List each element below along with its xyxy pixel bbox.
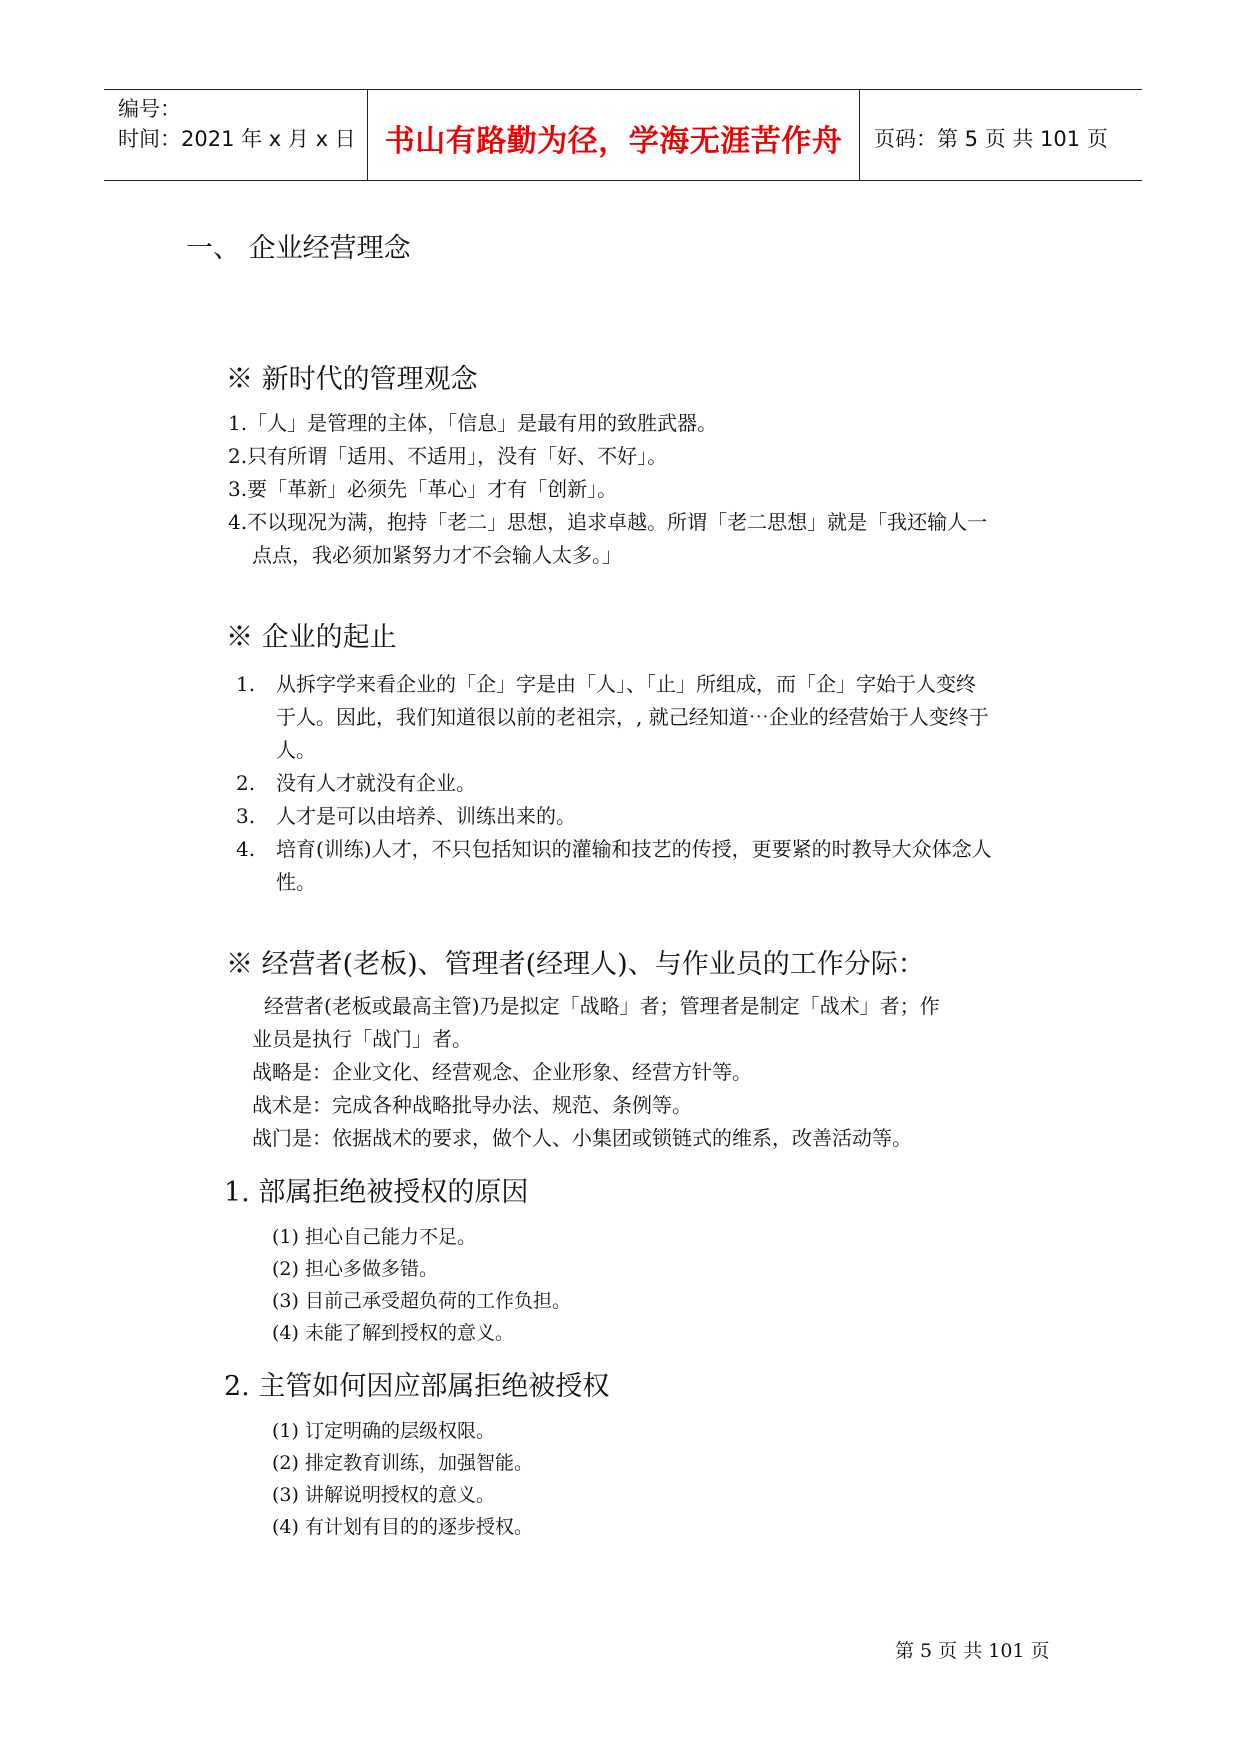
list-item: (1) 担心自己能力不足。 [272, 1226, 476, 1248]
list-item-continuation: 人。 [276, 738, 316, 762]
list-item: 4.不以现况为满，抱持「老二」思想，追求卓越。所谓「老二思想」就是「我还输人一 [228, 510, 988, 534]
list-item: 3.要「革新」必须先「革心」才有「创新」。 [228, 477, 618, 501]
list-item: (2) 担心多做多错。 [272, 1258, 438, 1280]
list-number: 2. [236, 771, 256, 795]
header-motto: 书山有路勤为径，学海无涯苦作舟 [384, 124, 843, 159]
paragraph-line: 经营者(老板或最高主管)乃是拟定「战略」者；管理者是制定「战术」者；作 [264, 994, 940, 1018]
section-heading-enterprise-origin: ※ 企业的起止 [226, 622, 397, 653]
list-item: 没有人才就没有企业。 [276, 771, 476, 795]
list-item: 人才是可以由培养、训练出来的。 [276, 804, 576, 828]
document-header [104, 89, 1142, 181]
section-heading-supervisor-response: 2. 主管如何因应部属拒绝被授权 [224, 1371, 610, 1402]
list-item: (4) 有计划有目的的逐步授权。 [272, 1516, 533, 1538]
paragraph-line: 战门是：依据战术的要求，做个人、小集团或锁链式的维系，改善活动等。 [252, 1126, 912, 1150]
list-item: (3) 讲解说明授权的意义。 [272, 1484, 495, 1506]
list-item-continuation: 点点，我必须加紧努力才不会输人太多。」 [252, 543, 622, 567]
list-number: 4. [236, 837, 256, 861]
page-footer: 第 5 页 共 101 页 [895, 1640, 1050, 1662]
doc-title: 一、 企业经营理念 [186, 233, 411, 264]
list-item: 从拆字学来看企业的「企」字是由「人」、「止」所组成，而「企」字始于人变终 [276, 672, 976, 696]
header-page-label: 页码：第 5 页 共 101 页 [874, 127, 1108, 151]
paragraph-line: 业员是执行「战门」者。 [252, 1027, 472, 1051]
section-heading-refuse-reasons: 1. 部属拒绝被授权的原因 [224, 1177, 529, 1208]
list-number: 3. [236, 804, 256, 828]
list-item: (3) 目前己承受超负荷的工作负担。 [272, 1290, 571, 1312]
list-item: (2) 排定教育训练，加强智能。 [272, 1452, 533, 1474]
paragraph-line: 战术是：完成各种战略批导办法、规范、条例等。 [252, 1093, 692, 1117]
header-meta [118, 94, 356, 154]
list-number: 1. [236, 672, 256, 696]
list-item-continuation: 性。 [276, 870, 316, 894]
header-divider [859, 90, 860, 180]
section-heading-roles: ※ 经营者(老板)、管理者(经理人)、与作业员的工作分际： [226, 949, 925, 980]
list-item: (1) 订定明确的层级权限。 [272, 1420, 495, 1442]
paragraph-line: 战略是：企业文化、经营观念、企业形象、经营方针等。 [252, 1060, 752, 1084]
list-item: 培育(训练)人才，不只包括知识的灌输和技艺的传授，更要紧的时教导大众体念人 [276, 837, 992, 861]
list-item-continuation: 于人。因此，我们知道很以前的老祖宗，, 就己经知道⋯企业的经营始于人变终于 [276, 705, 989, 729]
list-item: 2.只有所谓「适用、不适用」，没有「好、不好」。 [228, 444, 668, 468]
time-label: 时间：2021 年 x 月 x 日 [118, 127, 356, 151]
list-item: (4) 未能了解到授权的意义。 [272, 1322, 514, 1344]
section-heading-new-era: ※ 新时代的管理观念 [226, 364, 478, 395]
list-item: 1.「人」是管理的主体，「信息」是最有用的致胜武器。 [228, 411, 718, 435]
serial-label: 编号： [118, 97, 181, 121]
